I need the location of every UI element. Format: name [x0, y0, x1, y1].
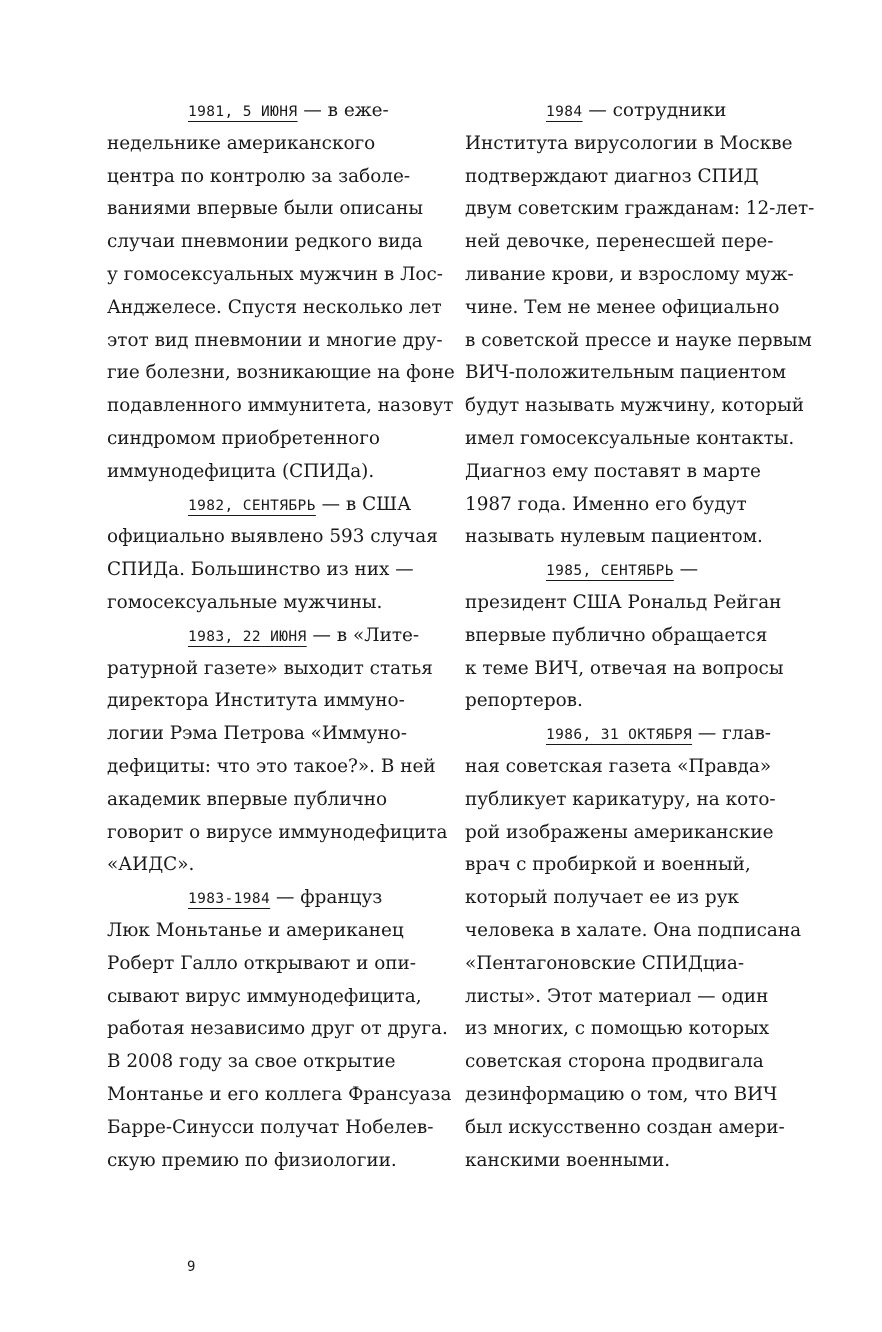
line-text: листы». Этот материал — один: [465, 985, 769, 1007]
line-text: в советской прессе и науке первым: [465, 329, 812, 351]
line-text: врач с пробиркой и военный,: [465, 854, 751, 876]
entry-first-line: [107, 620, 437, 653]
text-line: [465, 1079, 797, 1112]
text-line: [107, 357, 455, 390]
text-line: [465, 489, 797, 522]
text-line: [465, 849, 797, 882]
line-text: «АИДС».: [107, 854, 195, 876]
entry-date: 1982, СЕНТЯБРЬ: [188, 497, 316, 514]
line-text: гие болезни, возникающие на фоне: [107, 362, 455, 384]
line-text: случаи пневмонии редкого вида: [107, 231, 423, 253]
timeline-entry: [107, 620, 448, 882]
line-text: —: [673, 559, 699, 581]
right-column: [465, 95, 815, 1177]
text-line: [107, 685, 437, 718]
entry-date: 1985, СЕНТЯБРЬ: [546, 563, 674, 580]
line-text: — сотрудники: [582, 100, 727, 121]
text-line: [107, 849, 437, 882]
timeline-entry: [465, 95, 815, 554]
line-text: президент США Рональд Рейган: [465, 591, 782, 613]
text-line: [465, 193, 815, 226]
line-text: будут называть мужчину, который: [465, 395, 805, 417]
entry-date: 1983-1984: [188, 891, 271, 908]
timeline-entry: [465, 554, 797, 718]
line-text: ВИЧ-положительным пациентом: [465, 362, 787, 384]
timeline-entry: [107, 882, 452, 1177]
text-line: [107, 1112, 437, 1145]
line-text: у гомосексуальных мужчин в Лос-: [107, 263, 444, 285]
line-text: — в США: [315, 493, 412, 515]
text-line: [107, 915, 437, 948]
text-line: [107, 325, 443, 358]
line-text: впервые публично обращается: [465, 624, 768, 646]
line-text: — глав-: [692, 723, 772, 745]
text-line: [465, 325, 812, 358]
line-text: — в «Лите-: [306, 624, 420, 646]
line-text: скую премию по физиологии.: [107, 1149, 397, 1171]
line-text: Диагноз ему поставят в марте: [465, 460, 761, 482]
text-line: [465, 620, 797, 653]
entry-date: 1983, 22 ИЮНЯ: [188, 628, 307, 645]
timeline-entry: [465, 718, 802, 1177]
text-line: [107, 226, 437, 259]
entry-first-line: [465, 718, 797, 751]
line-text: Анджелесе. Спустя несколько лет: [107, 296, 442, 318]
line-text: называть нулевым пациентом.: [465, 526, 763, 548]
text-line: [465, 981, 797, 1014]
entry-first-line: [107, 95, 437, 128]
line-text: логии Рэма Петрова «Иммуно-: [107, 723, 407, 745]
line-text: недельнике американского: [107, 132, 376, 154]
entry-date: 1981, 5 ИЮНЯ: [188, 104, 298, 120]
line-text: подтверждают диагноз СПИД: [465, 165, 759, 187]
line-text: ратурной газете» выходит статья: [107, 657, 433, 679]
text-line: [465, 751, 797, 784]
text-line: [107, 1013, 448, 1046]
line-text: гомосексуальные мужчины.: [107, 591, 383, 613]
line-text: ней девочке, перенесшей пере-: [465, 231, 774, 253]
line-text: Роберт Галло открывают и опи-: [107, 952, 417, 974]
text-line: [107, 259, 444, 292]
text-line: [465, 1046, 797, 1079]
line-text: человека в халате. Она подписана: [465, 919, 802, 941]
line-text: В 2008 году за свое открытие: [107, 1051, 396, 1073]
line-text: «Пентагоновские СПИДциа-: [465, 952, 745, 974]
text-line: [107, 784, 437, 817]
entry-date: 1984: [546, 104, 583, 120]
line-text: — в еже-: [297, 100, 389, 121]
text-line: [465, 653, 797, 686]
line-text: ная советская газета «Правда»: [465, 755, 772, 777]
line-text: чине. Тем не менее официально: [465, 296, 780, 318]
text-line: [465, 784, 797, 817]
line-text: иммунодефицита (СПИДа).: [107, 460, 375, 482]
line-text: синдромом приобретенного: [107, 427, 380, 449]
timeline-entry: [107, 489, 437, 620]
text-line: [107, 981, 437, 1014]
text-line: [465, 817, 797, 850]
entry-first-line: [107, 489, 437, 522]
text-line: [465, 521, 797, 554]
text-line: [107, 128, 437, 161]
text-line: [465, 587, 797, 620]
line-text: Барре-Синусси получат Нобелев-: [107, 1116, 434, 1138]
line-text: был искусственно создан амери-: [465, 1116, 785, 1138]
text-line: [107, 1079, 452, 1112]
text-line: [465, 423, 797, 456]
entry-first-line: [465, 554, 797, 587]
line-text: к теме ВИЧ, отвечая на вопросы: [465, 657, 784, 679]
line-text: дезинформацию о том, что ВИЧ: [465, 1083, 778, 1105]
text-line: [465, 456, 797, 489]
line-text: директора Института иммуно-: [107, 690, 405, 712]
line-text: Люк Моньтанье и американец: [107, 919, 404, 941]
text-line: [465, 685, 797, 718]
text-line: [465, 161, 797, 194]
text-line: [465, 915, 802, 948]
line-text: академик впервые публично: [107, 788, 388, 810]
text-line: [107, 948, 437, 981]
line-text: рой изображены американские: [465, 821, 774, 843]
text-line: [107, 521, 437, 554]
line-text: ливание крови, и взрослому муж-: [465, 263, 794, 285]
line-text: публикует карикатуру, на кото-: [465, 788, 776, 810]
line-text: подавленного иммунитета, назовут: [107, 395, 454, 417]
line-text: этот вид пневмонии и многие дру-: [107, 329, 443, 351]
text-line: [465, 226, 797, 259]
text-line: [107, 423, 437, 456]
text-line: [107, 817, 448, 850]
line-text: Монтанье и его коллега Франсуаза: [107, 1083, 452, 1105]
text-line: [465, 1145, 797, 1178]
page-number: 9: [187, 1259, 196, 1275]
left-column: [107, 95, 455, 1177]
line-text: Института вирусологии в Москве: [465, 132, 793, 154]
line-text: советская сторона продвигала: [465, 1051, 764, 1073]
entry-first-line: [107, 882, 437, 915]
text-line: [465, 1013, 797, 1046]
text-line: [107, 292, 442, 325]
text-line: [465, 1112, 797, 1145]
line-text: говорит о вирусе иммунодефицита: [107, 821, 448, 843]
text-line: [465, 948, 797, 981]
line-text: официально выявлено 593 случая: [107, 526, 438, 548]
line-text: работая независимо друг от друга.: [107, 1018, 448, 1040]
line-text: двум советским гражданам: 12-лет-: [465, 198, 815, 220]
text-line: [107, 554, 437, 587]
text-line: [465, 882, 797, 915]
line-text: имел гомосексуальные контакты.: [465, 427, 795, 449]
line-text: дефициты: что это такое?». В ней: [107, 755, 436, 777]
line-text: 1987 года. Именно его будут: [465, 493, 747, 515]
line-text: ваниями впервые были описаны: [107, 198, 424, 220]
line-text: канскими военными.: [465, 1149, 671, 1171]
text-line: [107, 456, 437, 489]
text-line: [107, 193, 437, 226]
text-line: [107, 1046, 437, 1079]
line-text: из многих, с помощью которых: [465, 1018, 770, 1040]
line-text: — француз: [270, 887, 383, 909]
entry-first-line: [465, 95, 797, 128]
line-text: сывают вирус иммунодефицита,: [107, 985, 422, 1007]
text-line: [465, 128, 797, 161]
text-line: [107, 161, 437, 194]
timeline-entry: [107, 95, 455, 489]
line-text: СПИДа. Большинство из них —: [107, 559, 414, 581]
text-line: [465, 259, 797, 292]
line-text: репортеров.: [465, 690, 583, 712]
line-text: центра по контролю за заболе-: [107, 165, 411, 187]
text-line: [465, 357, 797, 390]
text-line: [107, 718, 437, 751]
text-line: [107, 751, 437, 784]
text-line: [107, 390, 454, 423]
text-line: [107, 653, 437, 686]
entry-date: 1986, 31 ОКТЯБРЯ: [546, 727, 693, 744]
text-line: [107, 587, 437, 620]
text-line: [465, 390, 805, 423]
line-text: который получает ее из рук: [465, 887, 740, 909]
text-line: [465, 292, 797, 325]
text-line: [107, 1145, 437, 1178]
